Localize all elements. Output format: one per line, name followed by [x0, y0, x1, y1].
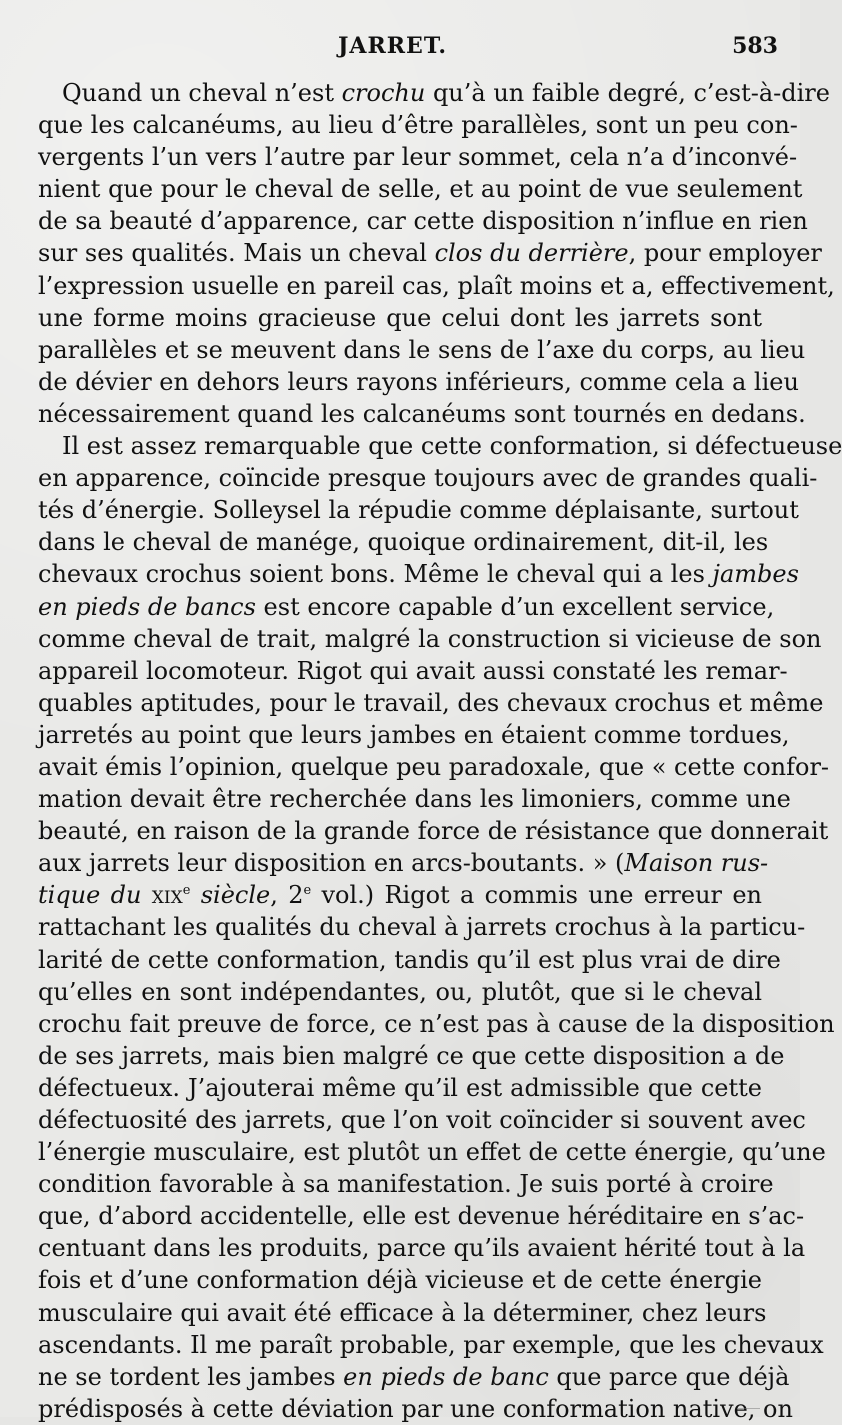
text-segment: comme cheval de trait, malgré la construction si vicieuse de son [38, 624, 822, 653]
text-line [38, 911, 806, 943]
text-line [38, 815, 829, 847]
text-segment: nient que pour le cheval de selle, et au point de vue seulement [38, 175, 803, 204]
running-head: JARRET. [338, 33, 448, 59]
text-segment: de sa beauté d’apparence, car cette disposition n’influe en rien [38, 207, 808, 236]
text-segment: xix [151, 881, 183, 910]
text-segment: mation devait être recherchée dans les limoniers, comme une [38, 785, 791, 814]
text-segment: Il est assez remarquable que cette conformation, si défectueuse [62, 432, 842, 461]
text-segment: centuant dans les produits, parce qu’ils avaient hérité tout à la [38, 1234, 806, 1263]
text-line [38, 1297, 767, 1329]
text-line [38, 1200, 805, 1232]
text-line [38, 623, 822, 655]
text-segment: fois et d’une conformation déjà vicieuse et de cette énergie [38, 1266, 762, 1295]
text-segment: en apparence, coïncide presque toujours avec de grandes quali- [38, 464, 818, 493]
text-line [38, 751, 830, 783]
text-segment: ne se tordent les jambes [38, 1362, 344, 1391]
text-line [38, 591, 775, 623]
text-segment: vergents l’un vers l’autre par leur sommet, cela n’a d’inconvé- [38, 143, 798, 172]
text-segment: tés d’énergie. Solleysel la répudie comme déplaisante, surtout [38, 496, 799, 525]
text-segment: e [182, 883, 191, 899]
footer-mark [738, 1400, 760, 1409]
text-segment: avait émis l’opinion, quelque peu paradoxale, que « cette confor- [38, 752, 830, 781]
text-line [38, 783, 791, 815]
text-segment: dans le cheval de manége, quoique ordinairement, dit-il, les [38, 528, 769, 557]
text-segment: de ses jarrets, mais bien malgré ce que cette disposition a de [38, 1041, 785, 1070]
page-number: 583 [732, 33, 778, 59]
text-line [38, 879, 762, 911]
text-line [38, 1104, 806, 1136]
text-segment: que parce que déjà [548, 1362, 790, 1391]
text-segment: que, d’abord accidentelle, elle est devenue héréditaire en s’ac- [38, 1202, 805, 1231]
text-segment: de dévier en dehors leurs rayons inférieurs, comme cela a lieu [38, 367, 799, 396]
text-segment: qu’elles en sont indépendantes, ou, plutôt, que si le cheval [38, 977, 762, 1006]
text-line [38, 462, 818, 494]
text-segment: ascendants. Il me paraît probable, par exemple, que les chevaux [38, 1330, 824, 1359]
text-segment: , pour employer [628, 239, 822, 268]
text-line [38, 719, 790, 751]
text-segment: une forme moins gracieuse que celui dont les jarrets sont [38, 303, 762, 332]
text-line [38, 205, 808, 237]
text-segment: jambes [712, 560, 799, 589]
text-segment: crochu fait preuve de force, ce n’est pas à cause de la disposition [38, 1009, 835, 1038]
text-line [38, 1393, 793, 1425]
text-segment: , 2 [270, 881, 304, 910]
text-segment: tique du [38, 881, 142, 910]
text-segment: Quand un cheval n’est [62, 79, 342, 107]
text-segment: larité de cette conformation, tandis qu’il est plus vrai de dire [38, 945, 781, 974]
text-segment: rattachant les qualités du cheval à jarrets crochus à la particu- [38, 913, 806, 942]
text-line [38, 398, 806, 430]
text-line [38, 334, 806, 366]
text-segment [190, 881, 200, 909]
text-line [38, 655, 788, 687]
text-line [38, 976, 762, 1008]
text-segment: en pieds de bancs [38, 592, 256, 621]
text-segment: l’expression usuelle en pareil cas, plaît moins et a, effectivement, [38, 271, 835, 300]
text-segment: sur ses qualités. Mais un cheval [38, 239, 435, 268]
text-segment: que les calcanéums, au lieu d’être parallèles, sont un peu con- [38, 111, 798, 140]
text-line [38, 366, 799, 398]
text-segment: parallèles et se meuvent dans le sens de l’axe du corps, au lieu [38, 335, 806, 364]
text-segment: prédisposés à cette déviation par une conformation native, on [38, 1394, 793, 1423]
text-segment: appareil locomoteur. Rigot qui avait aussi constaté les remar- [38, 656, 788, 685]
text-segment: nécessairement quand les calcanéums sont tournés en dedans. [38, 399, 806, 428]
text-line [38, 1040, 785, 1072]
text-line [38, 494, 799, 526]
text-segment: est encore capable d’un excellent service, [255, 592, 775, 621]
text-line [38, 1008, 835, 1040]
text-line [38, 1136, 826, 1168]
text-segment: défectueux. J’ajouterai même qu’il est admissible que cette [38, 1073, 762, 1102]
text-line [38, 173, 803, 205]
text-line [38, 1329, 824, 1361]
text-segment: condition favorable à sa manifestation. Je suis porté à croire [38, 1170, 774, 1199]
text-segment: défectuosité des jarrets, que l’on voit coïncider si souvent avec [38, 1106, 806, 1134]
text-line [38, 1168, 774, 1200]
text-line [38, 944, 781, 976]
text-line [38, 847, 769, 879]
text-segment: vol.) Rigot a commis une erreur en [311, 881, 762, 910]
text-segment: quables aptitudes, pour le travail, des chevaux crochus et même [38, 688, 824, 717]
text-line [38, 270, 835, 302]
text-line [38, 109, 798, 141]
text-segment: crochu [341, 79, 426, 107]
page-header [0, 33, 800, 63]
text-segment: clos du derrière [434, 239, 629, 268]
text-segment [141, 881, 151, 909]
text-segment: siècle [200, 881, 271, 910]
text-line [38, 77, 830, 109]
text-segment: qu’à un faible degré, c’est-à-dire [425, 79, 830, 107]
text-line [38, 302, 762, 334]
text-segment: beauté, en raison de la grande force de résistance que donnerait [38, 817, 829, 846]
text-segment: aux jarrets leur disposition en arcs-boutants. » ( [38, 849, 625, 878]
text-line [38, 141, 798, 173]
text-line [38, 1264, 762, 1296]
text-line [38, 1072, 762, 1104]
text-segment: chevaux crochus soient bons. Même le cheval qui a les [38, 560, 713, 589]
text-segment: musculaire qui avait été efficace à la déterminer, chez leurs [38, 1298, 767, 1327]
text-line [38, 430, 842, 462]
text-segment: jarretés au point que leurs jambes en étaient comme tordues, [38, 720, 790, 749]
text-line [38, 558, 799, 590]
text-segment: Maison rus- [624, 849, 769, 878]
text-line [38, 526, 769, 558]
body-text [38, 77, 842, 1425]
text-line [38, 687, 824, 719]
text-segment: en pieds de banc [343, 1362, 549, 1391]
text-line [38, 237, 822, 269]
text-line [38, 1361, 790, 1393]
text-segment: e [303, 883, 312, 899]
text-segment: l’énergie musculaire, est plutôt un effet de cette énergie, qu’une [38, 1138, 826, 1167]
text-line [38, 1232, 806, 1264]
